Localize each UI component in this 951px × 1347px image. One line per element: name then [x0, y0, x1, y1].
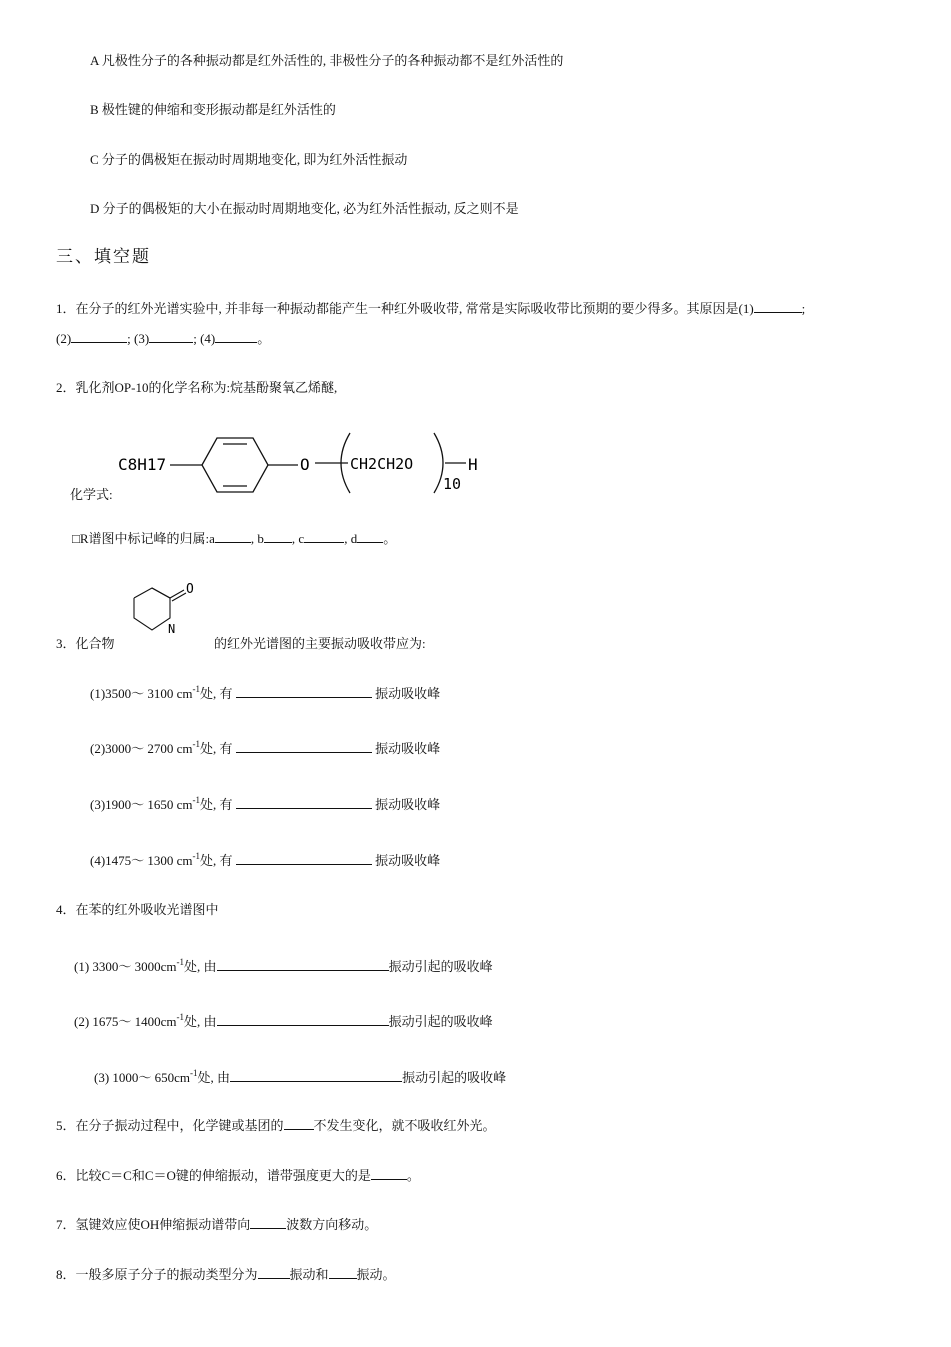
q5-blank[interactable]	[284, 1116, 314, 1130]
q3-suffix: 的红外光谱图的主要振动吸收带应为:	[214, 636, 426, 651]
q4-after: 振动引起的吸收峰	[388, 959, 493, 974]
q4-blank-3[interactable]	[230, 1068, 402, 1082]
q8-blank-1[interactable]	[258, 1265, 290, 1279]
q3-after: 振动吸收峰	[375, 686, 441, 701]
q3-sup: -1	[192, 795, 201, 805]
q5	[56, 1116, 496, 1135]
q4-blank-2[interactable]	[217, 1012, 389, 1026]
q2-blank-b[interactable]	[264, 529, 292, 543]
ether-o-label: O	[300, 455, 310, 474]
q1-line2	[56, 329, 270, 348]
q8-mid: 振动和	[289, 1267, 329, 1282]
q1-end: 。	[257, 331, 271, 346]
q1-line1	[56, 299, 805, 318]
q4-item-3	[94, 1068, 506, 1088]
q3-range: (3)1900～ 1650 cm	[90, 797, 193, 812]
q3-prefix: 3．化合物	[56, 636, 115, 651]
q8-post: 振动。	[356, 1267, 396, 1282]
q8-pre: 8．一般多原子分子的振动类型分为	[56, 1267, 258, 1282]
q1-p2: (2)	[56, 331, 72, 346]
q4-range: (2) 1675～ 1400cm	[74, 1014, 177, 1029]
benzene-ring	[202, 438, 268, 492]
q7-pre: 7．氢键效应使OH伸缩振动谱带向	[56, 1217, 251, 1232]
q4-after: 振动引起的吸收峰	[402, 1070, 507, 1085]
q1-blank-3[interactable]	[149, 329, 193, 343]
q3-sup: -1	[192, 739, 201, 749]
q4-after: 振动引起的吸收峰	[388, 1014, 493, 1029]
q3-tail: 处, 有	[200, 741, 233, 756]
op10-structure	[110, 425, 490, 505]
formula-label: 化学式:	[70, 487, 113, 502]
option-a: A 凡极性分子的各种振动都是红外活性的, 非极性分子的各种振动都不是红外活性的	[90, 53, 564, 68]
ir-b: , b	[250, 531, 264, 546]
q7-blank[interactable]	[250, 1215, 286, 1229]
q4-tail: 处, 由	[184, 959, 217, 974]
q4-item-2	[74, 1012, 493, 1032]
q6-post: 。	[406, 1168, 420, 1183]
q5-pre: 5．在分子振动过程中，化学键或基团的	[56, 1118, 284, 1133]
q3-item-3	[90, 795, 440, 815]
q3-blank-4[interactable]	[236, 851, 372, 865]
ir-d: , d	[344, 531, 358, 546]
q6-blank[interactable]	[371, 1166, 407, 1180]
option-d: D 分子的偶极矩的大小在振动时周期地变化, 必为红外活性振动, 反之则不是	[90, 201, 519, 216]
q3-after: 振动吸收峰	[375, 853, 441, 868]
q5-post: 不发生变化，就不吸收红外光。	[313, 1118, 496, 1133]
section-title: 三、填空题	[56, 247, 151, 267]
option-c: C 分子的偶极矩在振动时周期地变化, 即为红外活性振动	[90, 152, 408, 167]
q2-text: 2．乳化剂OP-10的化学名称为:烷基酚聚氧乙烯醚,	[56, 380, 338, 395]
q3-tail: 处, 有	[200, 797, 233, 812]
q7-post: 波数方向移动。	[286, 1217, 378, 1232]
q3-range: (4)1475～ 1300 cm	[90, 853, 193, 868]
q2-blank-a[interactable]	[215, 529, 251, 543]
q4-range: (3) 1000～ 650cm	[94, 1070, 191, 1085]
q7	[56, 1215, 377, 1234]
amide-n-label: N	[168, 622, 176, 636]
q6	[56, 1166, 420, 1185]
q1-p3: ; (3)	[127, 331, 150, 346]
q1-blank-1[interactable]	[754, 299, 802, 313]
lactam-structure	[122, 578, 212, 650]
q3-after: 振动吸收峰	[375, 797, 441, 812]
repeat-unit-label: CH2CH2O	[350, 455, 414, 473]
q3-sup: -1	[192, 684, 201, 694]
q4-text: 4．在苯的红外吸收光谱图中	[56, 902, 219, 917]
c8h17-label: C8H17	[118, 455, 167, 474]
q3-item-2	[90, 739, 440, 759]
q4-tail: 处, 由	[197, 1070, 231, 1085]
h-label: H	[468, 455, 478, 474]
q6-pre: 6．比较C＝C和C＝O键的伸缩振动，谱带强度更大的是	[56, 1168, 371, 1183]
q3-range: (2)3000～ 2700 cm	[90, 741, 193, 756]
q3-blank-3[interactable]	[236, 795, 372, 809]
q1-blank-2[interactable]	[71, 329, 127, 343]
q1-p4: ; (4)	[193, 331, 216, 346]
q1-blank-4[interactable]	[215, 329, 257, 343]
carbonyl-o-label: O	[186, 582, 194, 597]
repeat-count: 10	[443, 475, 462, 493]
q3-after: 振动吸收峰	[375, 741, 441, 756]
q1-text: 1．在分子的红外光谱实验中, 并非每一种振动都能产生一种红外吸收带, 常常是实际吸收带比预期的要少得多。其原因是(1)	[56, 301, 754, 316]
right-paren	[434, 433, 443, 493]
q4-sup: -1	[190, 1068, 198, 1078]
q4-range: (1) 3300～ 3000cm	[74, 959, 177, 974]
q4-item-1	[74, 957, 493, 977]
q3-item-4	[90, 851, 440, 871]
q3-item-1	[90, 684, 440, 704]
q3-tail: 处, 有	[200, 686, 233, 701]
q3-range: (1)3500～ 3100 cm	[90, 686, 193, 701]
q3-sup: -1	[192, 851, 201, 861]
q2-blank-d[interactable]	[357, 529, 383, 543]
lactam-ring	[134, 588, 170, 630]
option-b: B 极性键的伸缩和变形振动都是红外活性的	[90, 102, 336, 117]
q2-ir-line	[72, 529, 396, 548]
ir-label: □R谱图中标记峰的归属:a	[72, 531, 215, 546]
ir-c: , c	[291, 531, 305, 546]
q8-blank-2[interactable]	[329, 1265, 357, 1279]
q4-sup: -1	[176, 1012, 185, 1022]
q4-blank-1[interactable]	[217, 957, 389, 971]
q4-sup: -1	[176, 957, 185, 967]
q3-tail: 处, 有	[200, 853, 233, 868]
q4-tail: 处, 由	[184, 1014, 217, 1029]
q1-sep: ;	[801, 301, 806, 316]
q3-blank-1[interactable]	[236, 684, 372, 698]
q3-blank-2[interactable]	[236, 739, 372, 753]
ir-end: 。	[383, 531, 397, 546]
q8	[56, 1265, 396, 1284]
q2-blank-c[interactable]	[304, 529, 344, 543]
